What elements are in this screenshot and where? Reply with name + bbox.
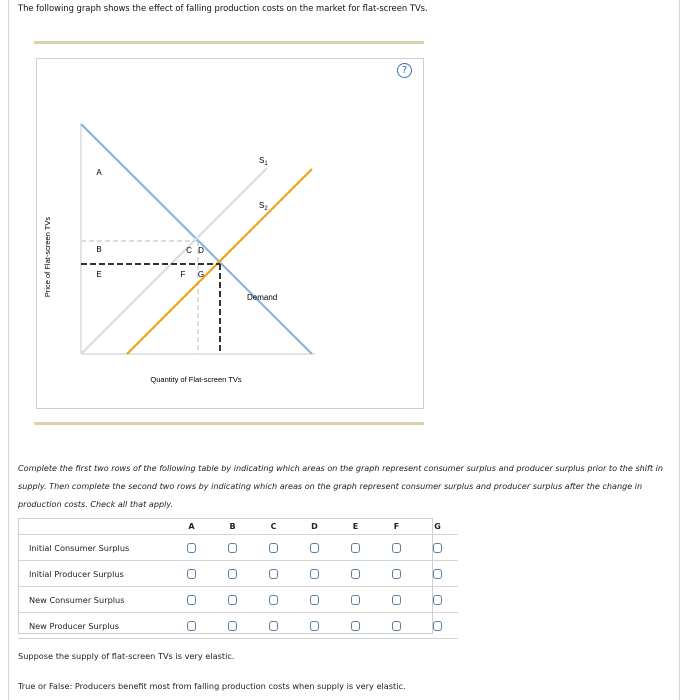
checkbox-new-ps-c[interactable] [269, 621, 278, 631]
checkbox-initial-cs-d[interactable] [310, 543, 319, 553]
col-header-c: C [253, 518, 294, 535]
table-row [18, 561, 458, 587]
s1-label: $S_1$ [259, 156, 268, 167]
checkbox-new-cs-e[interactable] [351, 595, 360, 605]
bottom-divider [34, 422, 424, 425]
help-icon[interactable]: ? [397, 63, 412, 78]
checkbox-initial-ps-d[interactable] [310, 569, 319, 579]
intro-text: The following graph shows the effect of falling production costs on the market for flat-screen TVs. [18, 3, 428, 13]
s2-label: $S_2$ [259, 201, 268, 212]
checkbox-initial-cs-b[interactable] [228, 543, 237, 553]
checkbox-initial-ps-c[interactable] [269, 569, 278, 579]
checkbox-new-cs-c[interactable] [269, 595, 278, 605]
question-elastic-supply: Suppose the supply of flat-screen TVs is very elastic. [18, 651, 235, 661]
checkbox-new-cs-b[interactable] [228, 595, 237, 605]
col-header-e: E [335, 518, 376, 535]
y-axis-label: Price of Flat-screen TVs [43, 216, 52, 298]
checkbox-new-ps-b[interactable] [228, 621, 237, 631]
question-true-false: True or False: Producers benefit most from falling production costs when supply is very elastic. [18, 681, 406, 691]
checkbox-initial-cs-c[interactable] [269, 543, 278, 553]
col-header-d: D [294, 518, 335, 535]
surplus-table [18, 518, 458, 639]
area-label-c: C [186, 246, 192, 255]
checkbox-initial-ps-e[interactable] [351, 569, 360, 579]
graph-panel [36, 58, 424, 409]
checkbox-new-ps-e[interactable] [351, 621, 360, 631]
checkbox-initial-ps-a[interactable] [187, 569, 196, 579]
checkbox-new-cs-g[interactable] [433, 595, 442, 605]
table-corner [18, 518, 171, 535]
instructions-text: Complete the first two rows of the following table by indicating which areas on the graph represent consumer surplus and producer surplus prior to the shift in supply. Then complete the second two rows by indicating which areas on the graph represent consumer surplus and producer surplus after the change in production costs. Check all that apply. [18, 463, 664, 509]
row-label-initial-consumer-surplus: Initial Consumer Surplus [18, 535, 171, 561]
checkbox-new-cs-a[interactable] [187, 595, 196, 605]
col-header-a: A [171, 518, 212, 535]
checkbox-initial-ps-f[interactable] [392, 569, 401, 579]
supply-curve-s1 [81, 168, 267, 354]
area-label-g: G [197, 270, 205, 279]
checkbox-initial-ps-b[interactable] [228, 569, 237, 579]
table-row [18, 535, 458, 561]
checkbox-new-cs-d[interactable] [310, 595, 319, 605]
checkbox-initial-cs-f[interactable] [392, 543, 401, 553]
checkbox-new-ps-a[interactable] [187, 621, 196, 631]
x-axis-label: Quantity of Flat-screen TVs [150, 375, 242, 384]
area-label-f: F [180, 270, 186, 279]
area-label-b: B [96, 245, 102, 254]
col-header-b: B [212, 518, 253, 535]
checkbox-initial-cs-a[interactable] [187, 543, 196, 553]
checkbox-new-ps-f[interactable] [392, 621, 401, 631]
area-label-d: D [198, 246, 204, 255]
checkbox-initial-cs-g[interactable] [433, 543, 442, 553]
row-label-new-consumer-surplus: New Consumer Surplus [18, 587, 171, 613]
area-label-a: A [96, 168, 102, 177]
table-row [18, 587, 458, 613]
col-header-g: G [417, 518, 458, 535]
row-label-new-producer-surplus: New Producer Surplus [18, 613, 171, 639]
surplus-graph [37, 59, 423, 408]
row-label-initial-producer-surplus: Initial Producer Surplus [18, 561, 171, 587]
checkbox-initial-ps-g[interactable] [433, 569, 442, 579]
checkbox-initial-cs-e[interactable] [351, 543, 360, 553]
checkbox-new-ps-g[interactable] [433, 621, 442, 631]
demand-label: Demand [247, 293, 278, 302]
area-label-e: E [96, 270, 102, 279]
top-divider [34, 41, 424, 44]
checkbox-new-cs-f[interactable] [392, 595, 401, 605]
checkbox-new-ps-d[interactable] [310, 621, 319, 631]
table-row [18, 613, 458, 639]
col-header-f: F [376, 518, 417, 535]
